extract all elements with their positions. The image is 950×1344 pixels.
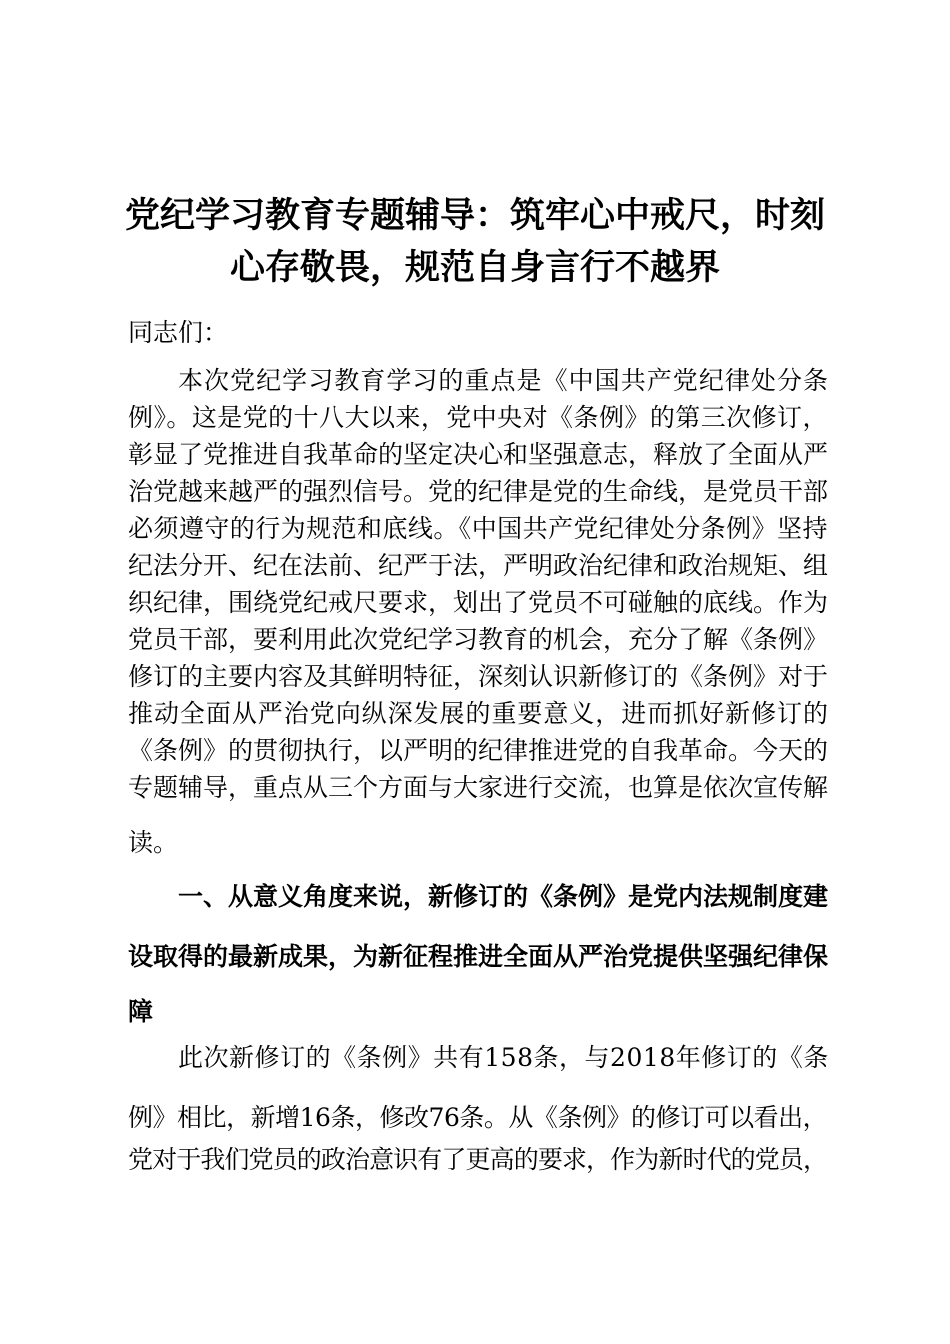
document-title-line-1: 党纪学习教育专题辅导：筑牢心中戒尺，时刻 <box>124 196 825 236</box>
paragraph-1-line: 党员干部，要利用此次党纪学习教育的机会，充分了解《条例》 <box>128 625 829 654</box>
paragraph-1-line: 本次党纪学习教育学习的重点是《中国共产党纪律处分条 <box>178 366 830 395</box>
paragraph-1-line: 纪法分开、纪在法前、纪严于法，严明政治纪律和政治规矩、组 <box>128 551 829 580</box>
section-heading-1-line: 设取得的最新成果，为新征程推进全面从严治党提供坚强纪律保 <box>128 942 829 971</box>
paragraph-1-line: 例》。这是党的十八大以来，党中央对《条例》的第三次修订， <box>128 403 828 432</box>
paragraph-1-line: 读。 <box>128 828 179 857</box>
paragraph-1-line: 彰显了党推进自我革命的坚定决心和坚强意志，释放了全面从严 <box>128 440 829 469</box>
paragraph-1-line: 《条例》的贯彻执行，以严明的纪律推进党的自我革命。今天的 <box>128 736 829 765</box>
paragraph-1-line: 必须遵守的行为规范和底线。《中国共产党纪律处分条例》坚持 <box>128 514 828 543</box>
section-heading-1-line: 一、从意义角度来说，新修订的《条例》是党内法规制度建 <box>178 882 829 911</box>
paragraph-2-line: 例》相比，新增16条，修改76条。从《条例》的修订可以看出， <box>128 1103 828 1132</box>
paragraph-1-line: 织纪律，围绕党纪戒尺要求，划出了党员不可碰触的底线。作为 <box>128 588 829 617</box>
paragraph-1-line: 推动全面从严治党向纵深发展的重要意义，进而抓好新修订的 <box>128 699 829 728</box>
paragraph-2-line: 党对于我们党员的政治意识有了更高的要求，作为新时代的党员， <box>128 1145 828 1174</box>
paragraph-1-line: 治党越来越严的强烈信号。党的纪律是党的生命线，是党员干部 <box>128 477 829 506</box>
salutation: 同志们： <box>128 318 229 347</box>
document-title-line-2: 心存敬畏，规范自身言行不越界 <box>229 248 720 288</box>
paragraph-1-line: 专题辅导，重点从三个方面与大家进行交流，也算是依次宣传解 <box>128 773 829 802</box>
paragraph-1-line: 修订的主要内容及其鲜明特征，深刻认识新修订的《条例》对于 <box>128 662 829 691</box>
section-heading-1-line: 障 <box>128 997 154 1026</box>
paragraph-2-line: 此次新修订的《条例》共有158条，与2018年修订的《条 <box>178 1043 829 1072</box>
